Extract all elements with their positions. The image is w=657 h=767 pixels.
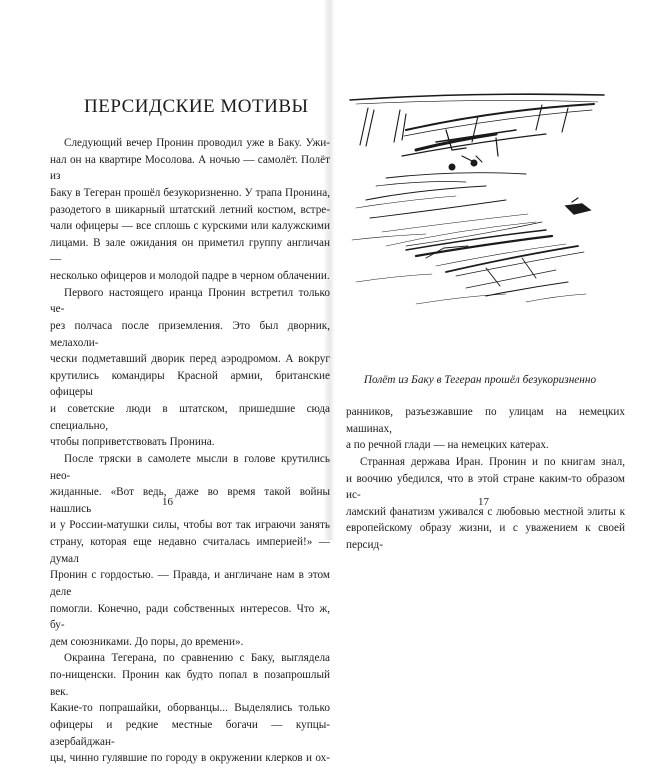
- illustration-caption: Полёт из Баку в Тегеран прошёл безукоризненно: [363, 374, 597, 386]
- text-line: нал он на квартире Мосолова. А ночью — самолёт. Полёт из: [50, 153, 330, 183]
- text-line: ранников, разъезжавшие по улицам на немецких машинах,: [346, 406, 625, 435]
- text-line: рез полчаса после приземления. Это был дворник, мелахоли-: [50, 319, 330, 349]
- text-line: цы, чинно гулявшие по городу в окружении клерков и ох-: [50, 752, 330, 765]
- text-line: Странная держава Иран. Пронин и по книгам знал,: [360, 455, 625, 468]
- text-line: европейскому образу жизни, и с уважением к своей персид-: [346, 522, 625, 551]
- text-line: Следующий вечер Пронин проводил уже в Баку. Ужи-: [64, 137, 330, 149]
- plane-sketch-lines: [350, 94, 604, 304]
- text-line: Окраина Тегерана, по сравнению с Баку, выглядела: [64, 652, 330, 665]
- left-page-body-text: [50, 135, 330, 767]
- right-page: [330, 0, 657, 551]
- right-page-body-text: [346, 404, 625, 554]
- text-line: и у России-матушки силы, чтобы вот так играючи занять: [50, 519, 330, 532]
- text-line: а по речной глади — на немецких катерах.: [346, 439, 549, 452]
- text-line: жиданные. «Вот ведь, даже во время такой войны нашлись: [50, 486, 330, 515]
- text-line: Пронин с гордостью. — Правда, и англичане нам в этом деле: [50, 569, 330, 598]
- text-line: крутились командиры Красной армии, британские офицеры: [50, 369, 330, 399]
- text-line: чтобы поприветствовать Пронина.: [50, 436, 215, 449]
- text-line: дем союзниками. До поры, до времени».: [50, 635, 244, 648]
- text-line: чали офицеры — все сплошь с курскими или калужскими: [50, 220, 330, 233]
- text-line: и советские люди в штатском, пришедшие сюда специально,: [50, 403, 330, 432]
- text-line: по-нищенски. Пронин как будто попал в позапрошлый век.: [50, 669, 330, 698]
- text-line: помогли. Конечно, ради собственных интересов. Что ж, бу-: [50, 602, 330, 632]
- text-line: После тряски в самолете мысли в голове крутились нео-: [50, 452, 330, 482]
- text-line: Первого настоящего иранца Пронин встретил только че-: [50, 286, 330, 316]
- plane-illustration: [346, 90, 608, 322]
- text-line: лицами. В зале ожидания он приметил группу англичан —: [50, 236, 330, 266]
- text-line: и воочию убедился, что в этой стране каким-то образом ис-: [346, 472, 625, 502]
- text-line: ламский фанатизм уживался с любовью местной элиты к: [346, 505, 625, 518]
- text-line: разодетого в шикарный штатский летний костюм, встре-: [50, 203, 330, 216]
- text-line: Какие-то попрашайки, оборванцы... Выделялись только: [50, 702, 330, 715]
- text-line: чески подметавший дворик перед аэродромом. А вокруг: [50, 353, 330, 366]
- page-number-right: 17: [478, 496, 489, 508]
- text-line: Баку в Тегеран прошёл безукоризненно. У трапа Пронина,: [50, 186, 330, 199]
- chapter-title: ПЕРСИДСКИЕ МОТИВЫ: [84, 96, 309, 117]
- text-line: офицеры и редкие местные богачи — купцы-азербайджан-: [50, 718, 330, 748]
- page-number-left: 16: [162, 496, 173, 508]
- text-line: несколько офицеров и молодой падре в черном облачении.: [50, 270, 330, 282]
- text-line: страну, которая еще недавно считалась империей!» — думал: [50, 536, 330, 565]
